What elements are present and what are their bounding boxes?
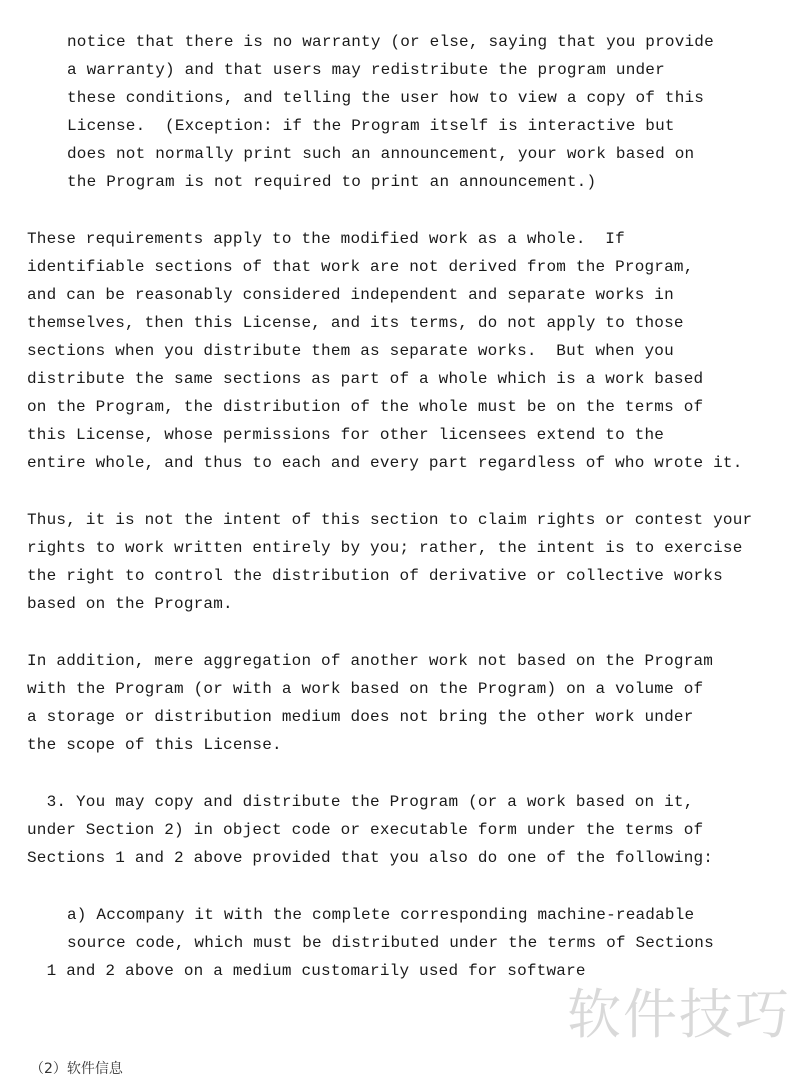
text-line: and can be reasonably considered independent and separate works in: [27, 286, 674, 304]
text-line: does not normally print such an announcement, your work based on: [67, 145, 695, 163]
text-line: sections when you distribute them as separate works. But when you: [27, 342, 674, 360]
text-line: a warranty) and that users may redistribute the program under: [67, 61, 665, 79]
text-line: with the Program (or with a work based on the Program) on a volume of: [27, 680, 704, 698]
text-line: rights to work written entirely by you; rather, the intent is to exercise: [27, 539, 743, 557]
text-line: identifiable sections of that work are not derived from the Program,: [27, 258, 694, 276]
text-line: a storage or distribution medium does not bring the other work under: [27, 708, 694, 726]
text-line: the scope of this License.: [27, 736, 282, 754]
text-line: a) Accompany it with the complete corresponding machine-readable: [67, 906, 695, 924]
text-line: 3. You may copy and distribute the Program (or a work based on it,: [27, 793, 694, 811]
text-line: distribute the same sections as part of a whole which is a work based: [27, 370, 704, 388]
text-line: Thus, it is not the intent of this section to claim rights or contest your: [27, 511, 753, 529]
text-line: themselves, then this License, and its terms, do not apply to those: [27, 314, 684, 332]
text-line: In addition, mere aggregation of another work not based on the Program: [27, 652, 714, 670]
text-line: based on the Program.: [27, 595, 233, 613]
text-line: entire whole, and thus to each and every part regardless of who wrote it.: [27, 454, 743, 472]
text-line: License. (Exception: if the Program itself is interactive but: [67, 117, 675, 135]
footer-partial-text: （2）软件信息: [30, 1061, 123, 1077]
text-line: the right to control the distribution of derivative or collective works: [27, 567, 723, 585]
text-line: this License, whose permissions for other licensees extend to the: [27, 426, 665, 444]
watermark-text: 软件技巧: [567, 983, 791, 1046]
text-line: under Section 2) in object code or executable form under the terms of: [27, 821, 704, 839]
text-line: 1 and 2 above on a medium customarily used for software: [27, 962, 586, 980]
text-line: notice that there is no warranty (or else, saying that you provide: [67, 33, 714, 51]
text-line: on the Program, the distribution of the whole must be on the terms of: [27, 398, 704, 416]
text-line: These requirements apply to the modified work as a whole. If: [27, 230, 625, 248]
text-line: the Program is not required to print an announcement.): [67, 173, 597, 191]
text-line-cut: source code, which must be distributed under the terms of Sections: [67, 934, 714, 952]
text-line: Sections 1 and 2 above provided that you also do one of the following:: [27, 849, 714, 867]
text-line: these conditions, and telling the user how to view a copy of this: [67, 89, 705, 107]
